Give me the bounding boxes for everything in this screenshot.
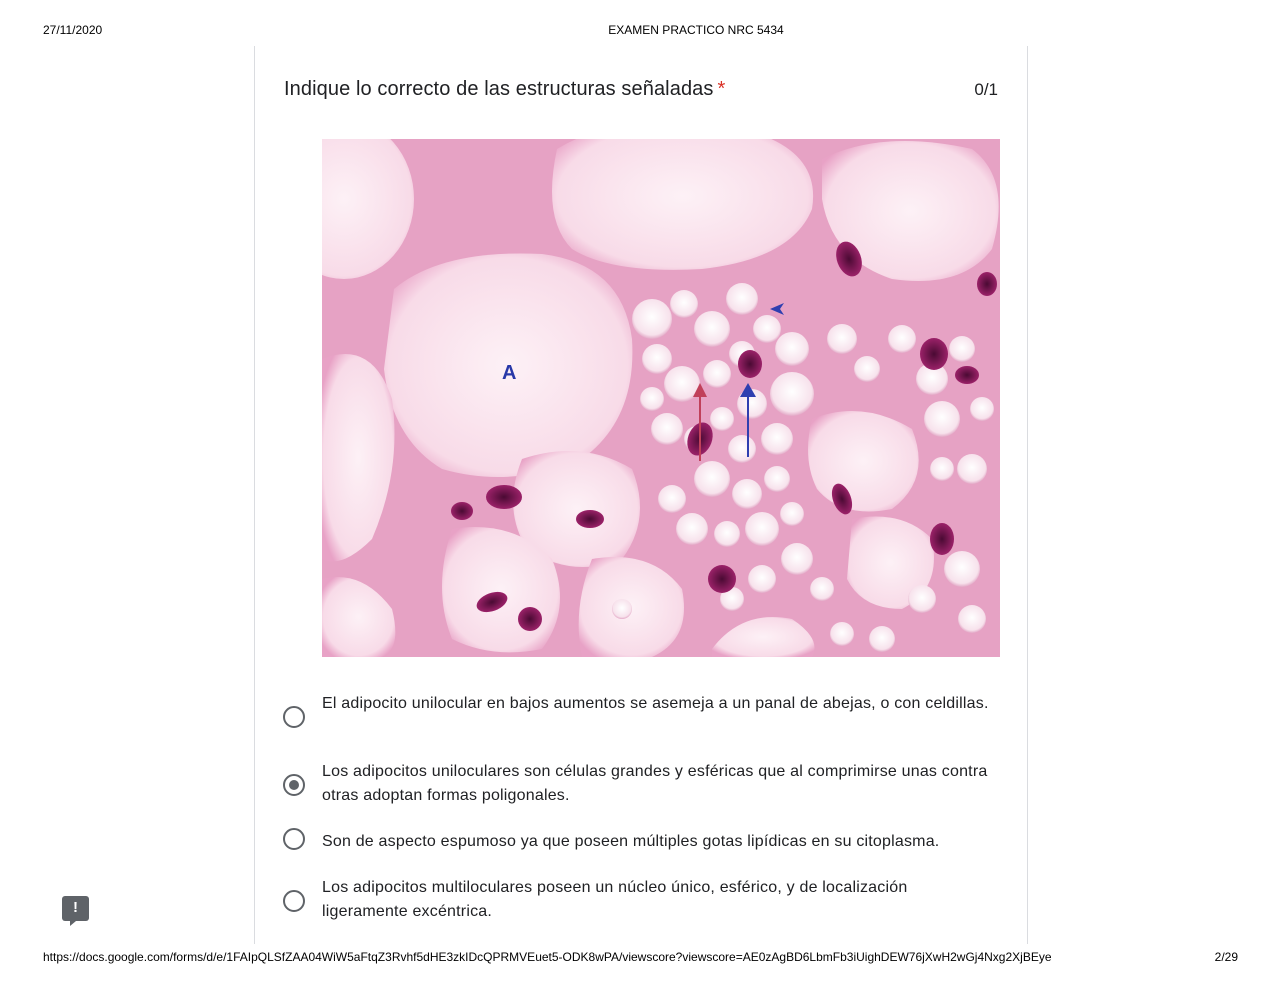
option-3[interactable] — [283, 830, 1003, 854]
option-4-text: Los adipocitos multiloculares poseen un núcleo único, esférico, y de localización ligeramente excéntrica. — [322, 879, 908, 920]
option-2-text: Los adipocitos uniloculares son células grandes y esféricas que al comprimirse unas contra otras adoptan formas poligonales. — [322, 763, 988, 804]
option-3-radio[interactable] — [283, 828, 305, 850]
question-title-text: Indique lo correcto de las estructuras señaladas — [284, 78, 714, 100]
feedback-icon: ! — [73, 899, 78, 916]
option-1-radio[interactable] — [283, 706, 305, 728]
required-asterisk: * — [717, 78, 726, 100]
print-date: 27/11/2020 — [43, 23, 103, 37]
print-footer — [0, 950, 1280, 968]
question-score: 0/1 — [974, 80, 998, 99]
option-3-text: Son de aspecto espumoso ya que poseen múltiples gotas lipídicas en su citoplasma. — [322, 833, 940, 850]
option-4[interactable] — [283, 876, 1003, 924]
option-1[interactable] — [283, 692, 1003, 740]
image-label-a: A — [502, 362, 517, 384]
print-page-number: 2/29 — [1214, 950, 1238, 964]
option-4-radio[interactable] — [283, 890, 305, 912]
option-1-text: El adipocito unilocular en bajos aumentos se asemeja a un panal de abejas, o con celdillas. — [322, 695, 989, 712]
print-url: https://docs.google.com/forms/d/e/1FAIpQLSfZAA04WiW5aFtqZ3Rvhf5dHE3zkIDcQPRMVEuet5-ODK8wPA/viewscore?viewscore=AE0zAgBD6LbmFb3iUighDEW76jXwH2wGj4Nxg2XjBEye — [43, 950, 1052, 964]
question-card — [254, 46, 1028, 944]
feedback-button[interactable] — [62, 896, 89, 921]
print-header — [0, 23, 1280, 41]
histology-image — [322, 139, 1000, 657]
question-title — [284, 78, 725, 101]
option-2[interactable] — [283, 760, 1003, 808]
option-2-radio[interactable] — [283, 774, 305, 796]
print-title: EXAMEN PRACTICO NRC 5434 — [608, 23, 784, 37]
